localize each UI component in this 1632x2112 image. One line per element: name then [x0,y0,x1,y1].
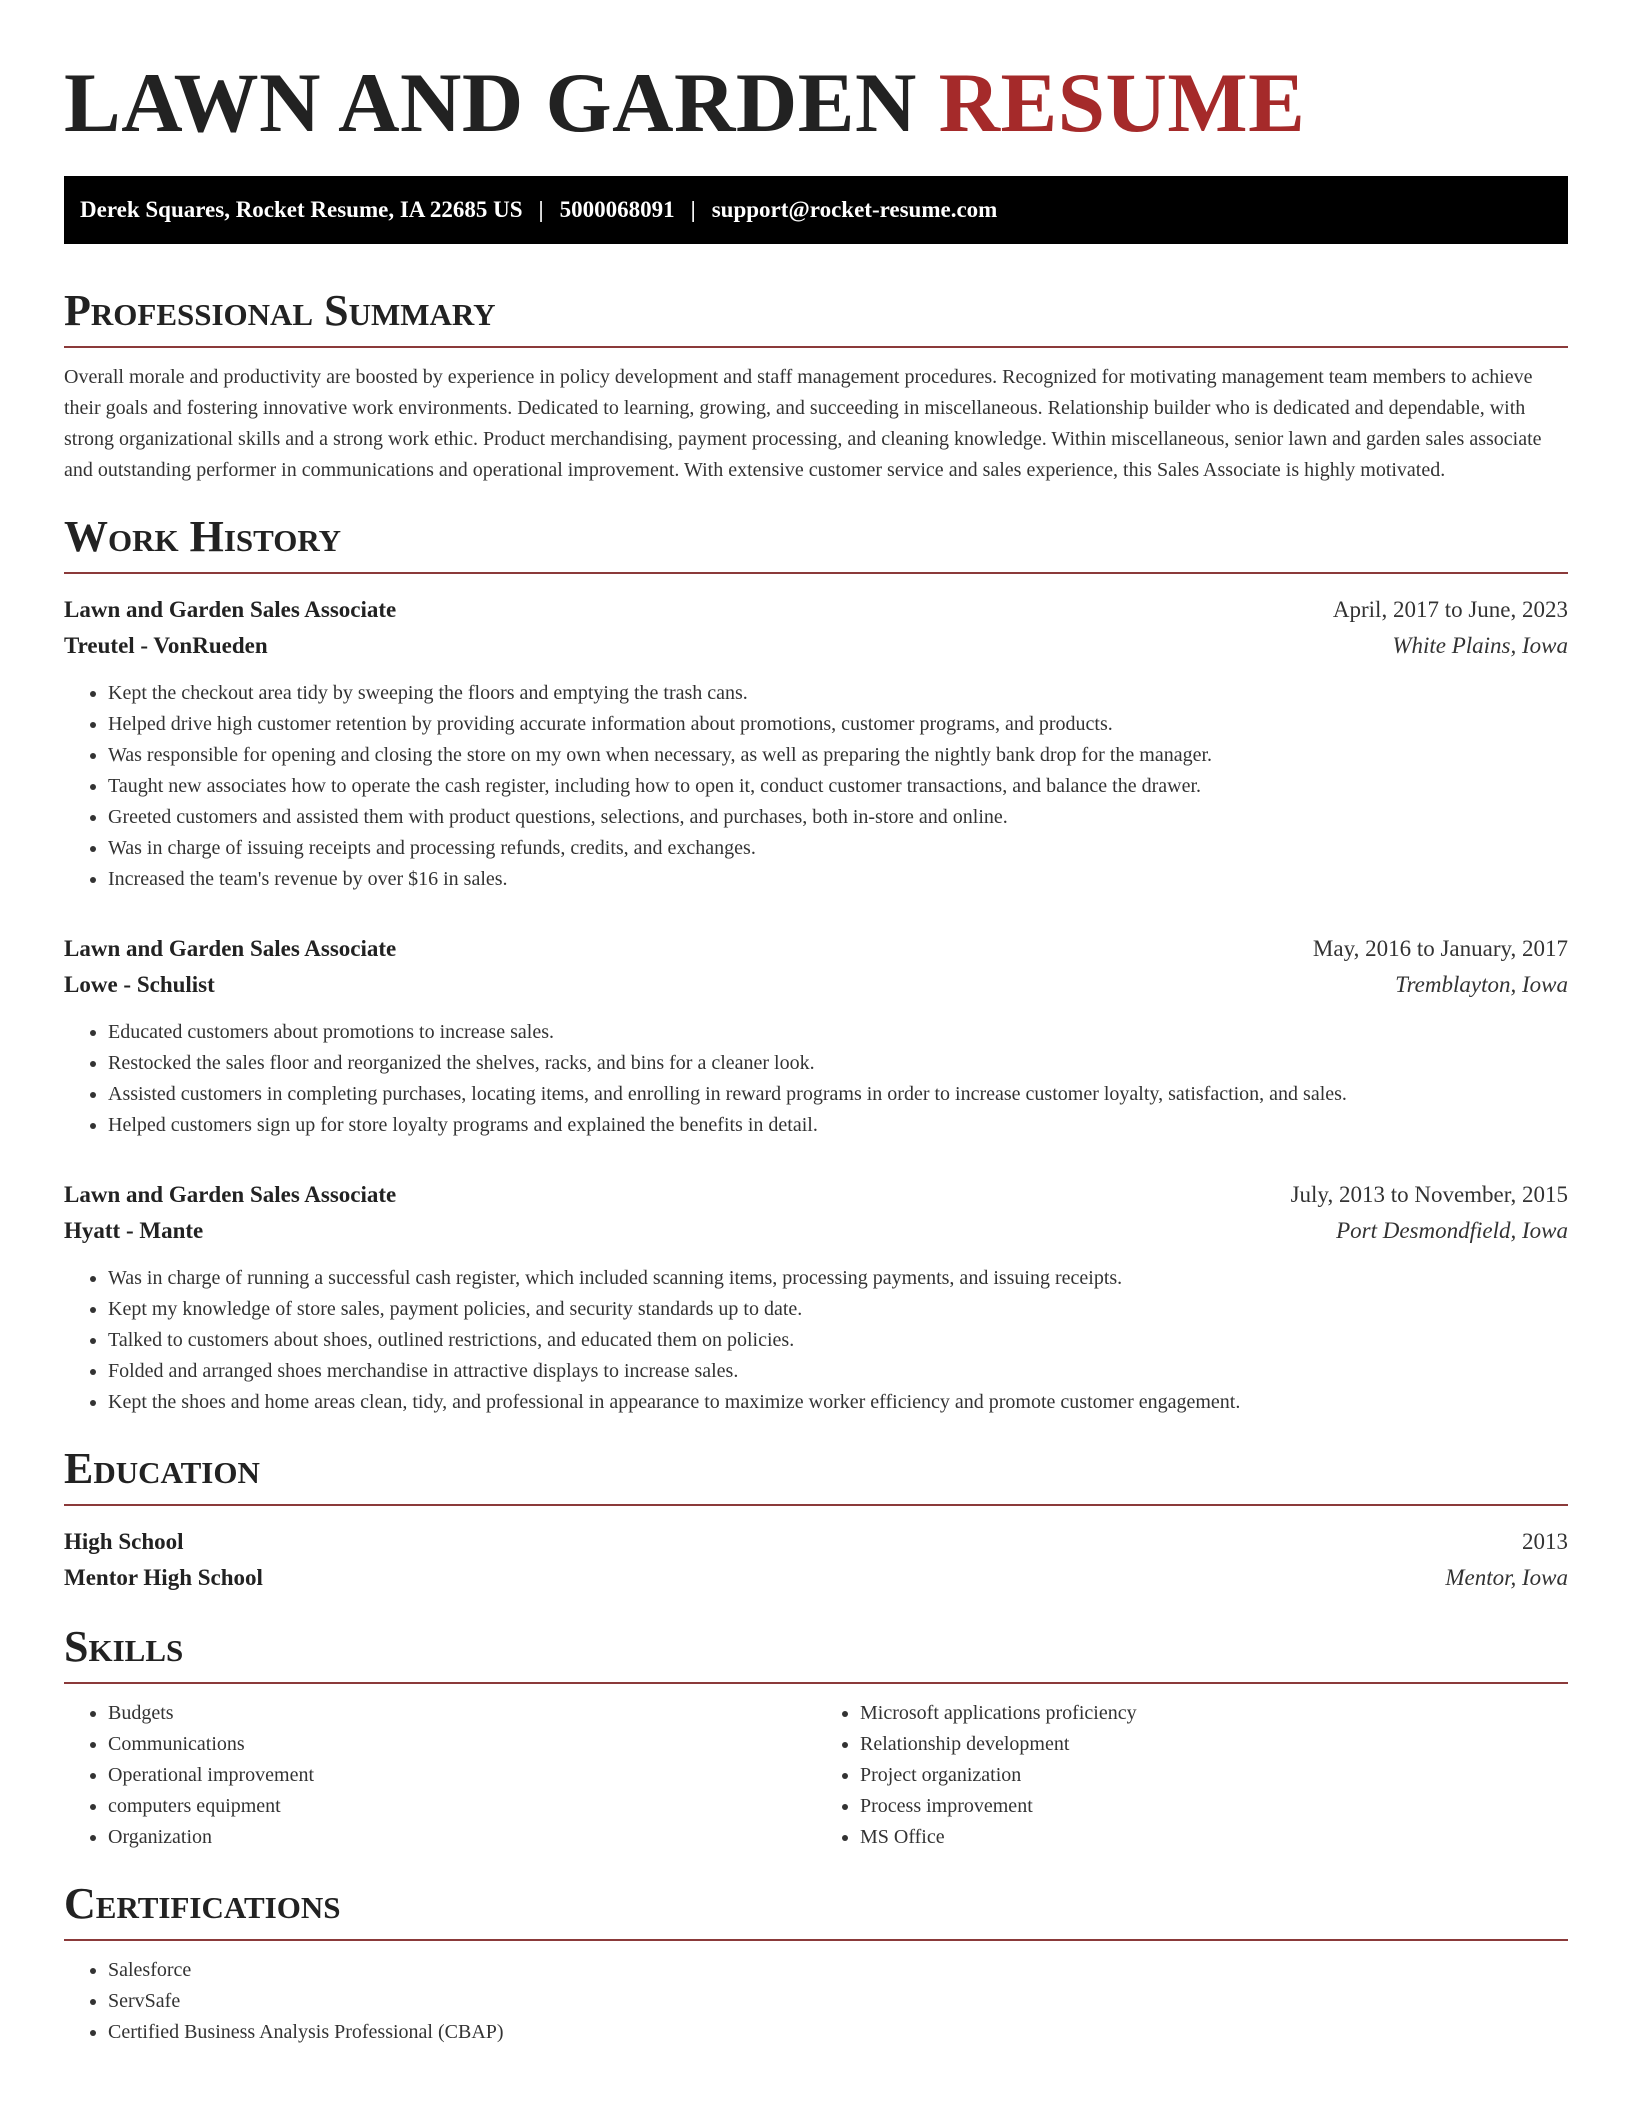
job-title: Lawn and Garden Sales Associate [64,597,397,622]
contact-bar [64,176,1568,244]
job-dates: May, 2016 to January, 2017 [1312,936,1568,961]
contact-separator: | [538,197,544,222]
work-history-section [64,512,1568,1418]
education-degree: High School [64,1529,184,1554]
job-duties-list [64,678,1568,895]
skill-item: • Relationship development [860,1729,1568,1760]
education-row [64,1560,1568,1596]
work-history-heading: Work History [64,512,1568,574]
job-entry [64,592,1568,895]
skill-item: • MS Office [860,1822,1568,1853]
education-entry [64,1524,1568,1596]
contact-separator: | [690,197,696,222]
job-duty-item: • Kept my knowledge of store sales, payment policies, and security standards up to date. [108,1294,1568,1325]
job-entry [64,931,1568,1141]
job-title: Lawn and Garden Sales Associate [64,936,397,961]
job-duties-list [64,1017,1568,1141]
skills-list-left [64,1698,816,1853]
skill-item: • Process improvement [860,1791,1568,1822]
skill-item: • Microsoft applications proficiency [860,1698,1568,1729]
job-duty-item: • Helped customers sign up for store loyalty programs and explained the benefits in detail. [108,1110,1568,1141]
job-duty-item: • Assisted customers in completing purchases, locating items, and enrolling in reward programs in order to increase customer loyalty, satisfaction, and sales. [108,1079,1568,1110]
job-row [64,967,1568,1003]
education-heading: Education [64,1444,1568,1506]
summary-text: Overall morale and productivity are boosted by experience in policy development and staff management procedures. Recognized for motivating management team members to achieve their goals and fostering innovative work environments. Dedicated to learning, growing, and succeeding in miscellaneous. Relationship builder who is dedicated and dependable, with strong organizational skills and a strong work ethic. Product merchandising, payment processing, and cleaning knowledge. Within miscellaneous, senior lawn and garden sales associate and outstanding performer in communications and operational improvement. With extensive customer service and sales experience, this Sales Associate is highly motivated. [64,366,1542,481]
skill-item: • Communications [108,1729,816,1760]
education-section [64,1444,1568,1596]
education-row [64,1524,1568,1560]
job-company: Hyatt - Mante [64,1218,204,1243]
certification-item: • ServSafe [108,1986,1568,2017]
job-duty-item: • Kept the checkout area tidy by sweeping the floors and emptying the trash cans. [108,678,1568,709]
job-duty-item: • Greeted customers and assisted them with product questions, selections, and purchases, both in-store and online. [108,802,1568,833]
education-location: Mentor, Iowa [1445,1565,1568,1590]
job-company: Treutel - VonRueden [64,633,268,658]
job-location: Port Desmondfield, Iowa [1336,1218,1568,1243]
skills-list-right [816,1698,1568,1853]
job-dates: April, 2017 to June, 2023 [1332,597,1568,622]
job-duty-item: • Kept the shoes and home areas clean, tidy, and professional in appearance to maximize worker efficiency and promote customer engagement. [108,1387,1568,1418]
job-title: Lawn and Garden Sales Associate [64,1182,397,1207]
job-duty-item: • Folded and arranged shoes merchandise in attractive displays to increase sales. [108,1356,1568,1387]
job-row [64,1213,1568,1249]
job-row [64,1177,1568,1213]
contact-email[interactable]: support@rocket-resume.com [711,197,998,222]
job-location: White Plains, Iowa [1392,633,1568,658]
job-duty-item: • Restocked the sales floor and reorganized the shelves, racks, and bins for a cleaner look. [108,1048,1568,1079]
skills-columns [64,1698,1568,1853]
education-year: 2013 [1522,1529,1568,1554]
job-row [64,592,1568,628]
skills-section [64,1622,1568,1853]
certifications-heading: Certifications [64,1879,1568,1941]
resume-title-main: LAWN AND GARDEN [64,56,917,150]
job-duty-item: • Increased the team's revenue by over $16 in sales. [108,864,1568,895]
job-duty-item: • Educated customers about promotions to increase sales. [108,1017,1568,1048]
job-duty-item: • Talked to customers about shoes, outlined restrictions, and educated them on policies. [108,1325,1568,1356]
job-duty-item: • Taught new associates how to operate the cash register, including how to open it, conduct customer transactions, and balance the drawer. [108,771,1568,802]
certifications-section [64,1879,1568,2048]
resume-title-accent: RESUME [938,56,1306,150]
job-entry [64,1177,1568,1418]
certifications-list [64,1955,1568,2048]
certification-item: • Salesforce [108,1955,1568,1986]
job-row [64,931,1568,967]
job-duty-item: • Was in charge of running a successful cash register, which included scanning items, processing payments, and issuing receipts. [108,1263,1568,1294]
skill-item: • Budgets [108,1698,816,1729]
skill-item: • Organization [108,1822,816,1853]
job-duties-list [64,1263,1568,1418]
skills-heading: Skills [64,1622,1568,1684]
job-row [64,628,1568,664]
job-company: Lowe - Schulist [64,972,215,997]
contact-address: Derek Squares, Rocket Resume, IA 22685 US [80,197,523,222]
summary-section [64,286,1568,486]
job-duty-item: • Was in charge of issuing receipts and processing refunds, credits, and exchanges. [108,833,1568,864]
job-duty-item: • Was responsible for opening and closing the store on my own when necessary, as well as preparing the nightly bank drop for the manager. [108,740,1568,771]
certification-item: • Certified Business Analysis Professional (CBAP) [108,2017,1568,2048]
skill-item: • Operational improvement [108,1760,816,1791]
summary-heading: Professional Summary [64,286,1568,348]
job-location: Tremblayton, Iowa [1395,972,1568,997]
job-duty-item: • Helped drive high customer retention by providing accurate information about promotions, customer programs, and products. [108,709,1568,740]
skill-item: • Project organization [860,1760,1568,1791]
job-dates: July, 2013 to November, 2015 [1290,1182,1568,1207]
jobs-list [64,592,1568,1418]
resume-title [64,0,1568,148]
contact-phone[interactable]: 5000068091 [559,197,675,222]
education-school: Mentor High School [64,1565,263,1590]
skill-item: • computers equipment [108,1791,816,1822]
